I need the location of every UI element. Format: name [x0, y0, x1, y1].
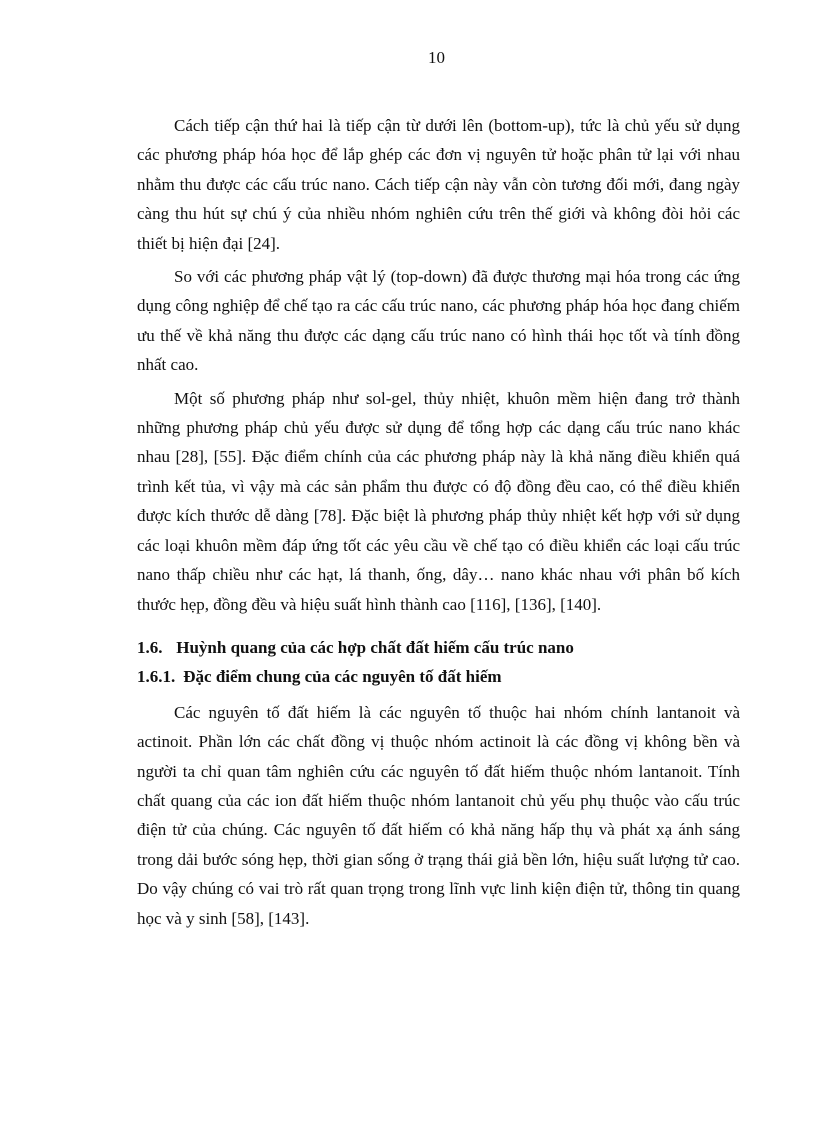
paragraph-bottom-up: Cách tiếp cận thứ hai là tiếp cận từ dưới lên (bottom-up), tức là chủ yếu sử dụng các phương pháp hóa học để lắp ghép các đơn vị nguyên tử hoặc phân tử lại với nhau nhằm thu được các cấu trúc nano. Cách tiếp cận này vẫn còn tương đối mới, đang ngày càng thu hút sự chú ý của nhiều nhóm nghiên cứu trên thế giới và không đòi hỏi các thiết bị hiện đại [24].	[137, 116, 740, 253]
page-number: 10	[428, 48, 445, 67]
paragraph-top-down-comparison: So với các phương pháp vật lý (top-down) đã được thương mại hóa trong các ứng dụng công nghiệp để chế tạo ra các cấu trúc nano, các phương pháp hóa học đang chiếm ưu thế về khả năng thu được các dạng cấu trúc nano có hình thái học tốt và tính đồng nhất cao.	[137, 267, 740, 375]
section-number: 1.6.	[137, 637, 163, 657]
section-title: Huỳnh quang của các hợp chất đất hiếm cấu trúc nano	[176, 637, 574, 657]
subsection-number: 1.6.1.	[137, 667, 176, 687]
paragraph-rare-earth-elements: Các nguyên tố đất hiếm là các nguyên tố thuộc hai nhóm chính lantanoit và actinoit. Phần lớn các chất đồng vị thuộc nhóm actinoit là các đồng vị không bền và người ta chỉ quan tâm nghiên cứu các nguyên tố đất hiếm thuộc nhóm lantanoit. Tính chất quang của các ion đất hiếm thuộc nhóm lantanoit chủ yếu phụ thuộc vào cấu trúc điện tử của chúng. Các nguyên tố đất hiếm có khả năng hấp thụ và phát xạ ánh sáng trong dải bước sóng hẹp, thời gian sống ở trạng thái giả bền lớn, hiệu suất lượng tử cao. Do vậy chúng có vai trò rất quan trọng trong lĩnh vực linh kiện điện tử, thông tin quang học và y sinh [58], [143].	[137, 702, 740, 928]
paragraph-synthesis-methods: Một số phương pháp như sol-gel, thủy nhiệt, khuôn mềm hiện đang trở thành những phương pháp chủ yếu được sử dụng để tổng hợp các dạng cấu trúc nano khác nhau [28], [55]. Đặc điểm chính của các phương pháp này là khả năng điều khiển quá trình kết tủa, vì vậy mà các sản phẩm thu được có độ đồng đều cao, có thể điều khiển được kích thước dễ dàng [78]. Đặc biệt là phương pháp thủy nhiệt kết hợp với sử dụng các loại khuôn mềm đáp ứng tốt các yêu cầu về chế tạo có điều khiển các loại cấu trúc nano thấp chiều như các hạt, lá thanh, ống, dây… nano khác nhau với phân bố kích thước hẹp, đồng đều và hiệu suất hình thành cao [116], [136], [140].	[137, 388, 740, 614]
section-heading-1-6	[137, 633, 740, 662]
page-body	[137, 111, 740, 933]
subsection-title: Đặc điểm chung của các nguyên tố đất hiếm	[183, 667, 502, 687]
subsection-heading-1-6-1	[137, 662, 740, 691]
